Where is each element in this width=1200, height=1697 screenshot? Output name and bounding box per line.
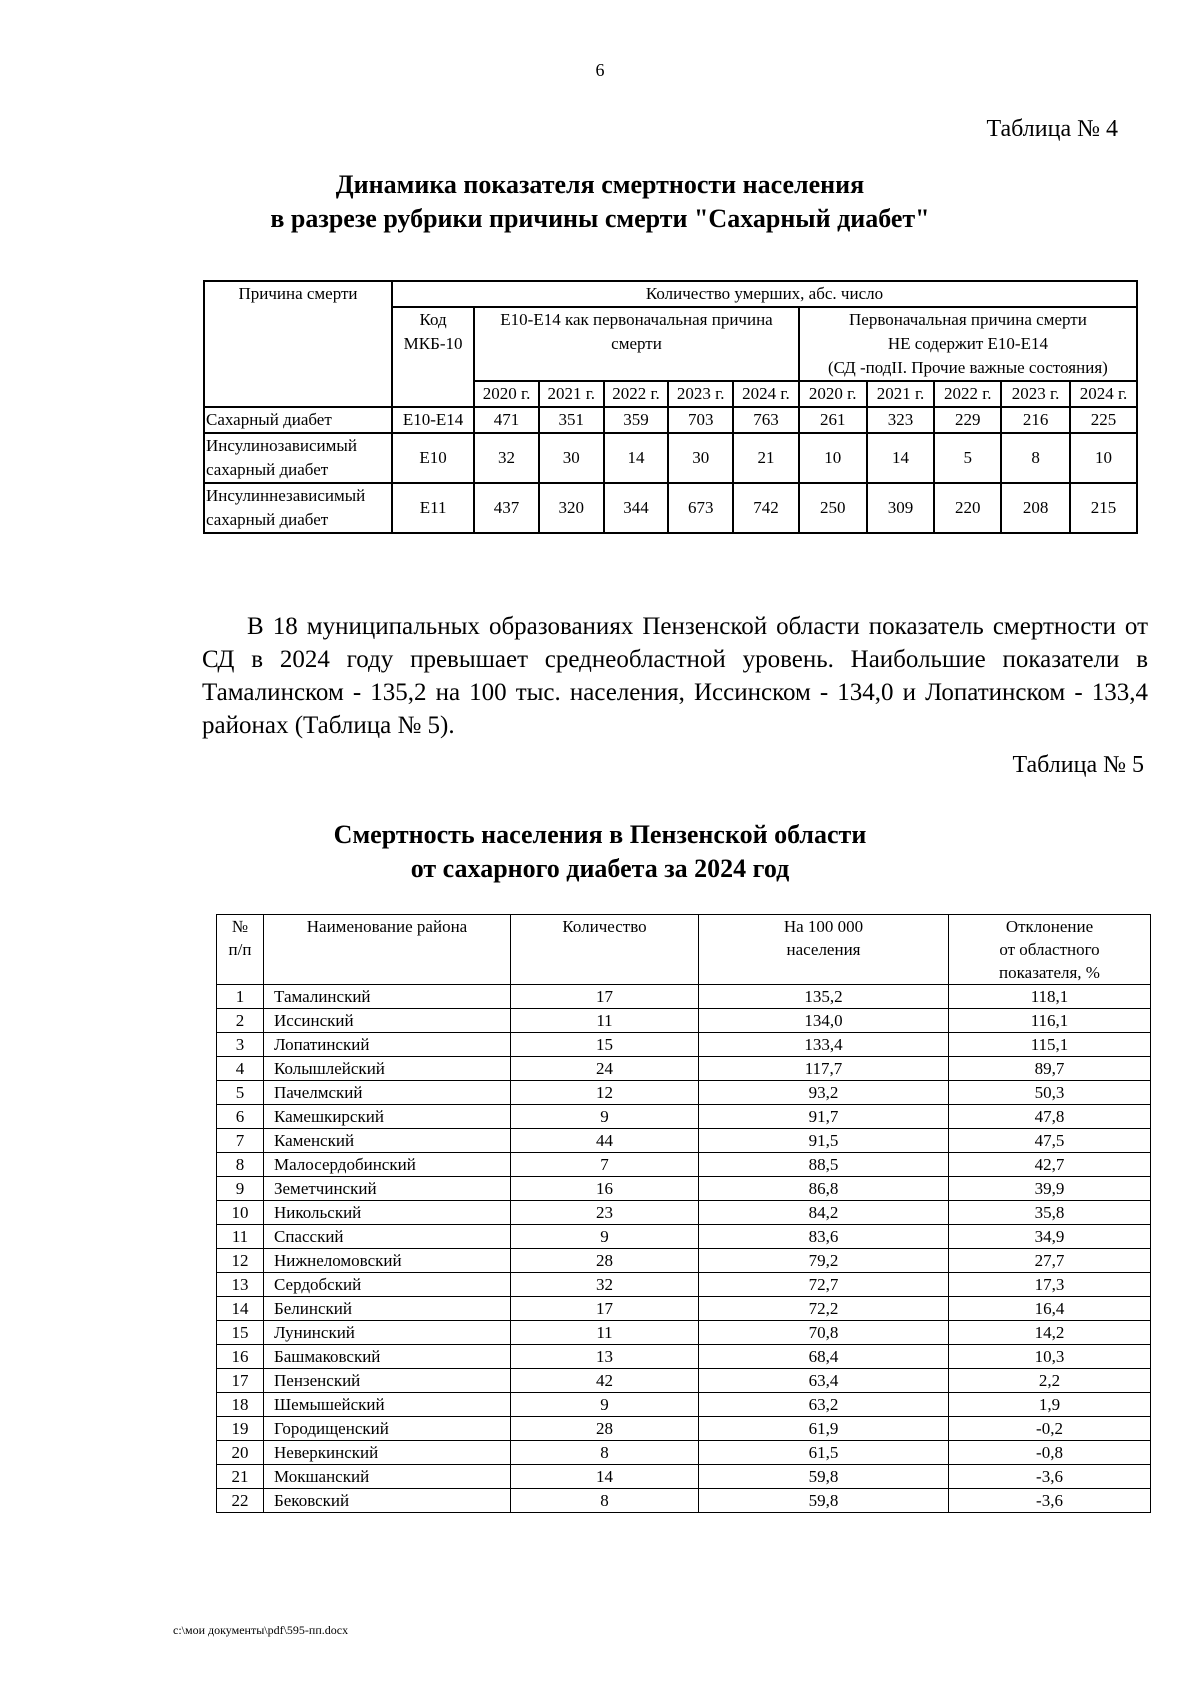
primary-value-cell: 351 bbox=[539, 407, 604, 433]
district-name-cell: Спасский bbox=[264, 1225, 511, 1249]
deviation-cell: 16,4 bbox=[949, 1297, 1151, 1321]
row-number-cell: 2 bbox=[217, 1009, 264, 1033]
table5-title-line2: от сахарного диабета за 2024 год bbox=[410, 854, 790, 883]
rate-cell: 88,5 bbox=[699, 1153, 949, 1177]
rate-cell: 68,4 bbox=[699, 1345, 949, 1369]
table4-row bbox=[204, 407, 1137, 433]
other-value-cell: 8 bbox=[1001, 433, 1070, 483]
quantity-cell: 32 bbox=[511, 1273, 699, 1297]
other-value-cell: 261 bbox=[799, 407, 867, 433]
primary-value-cell: 359 bbox=[604, 407, 669, 433]
district-name-cell: Городищенский bbox=[264, 1417, 511, 1441]
table5-row bbox=[217, 985, 1151, 1009]
row-number-cell: 12 bbox=[217, 1249, 264, 1273]
quantity-cell: 8 bbox=[511, 1441, 699, 1465]
district-name-cell: Иссинский bbox=[264, 1009, 511, 1033]
year-cell: 2020 г. bbox=[474, 381, 539, 407]
other-value-cell: 225 bbox=[1070, 407, 1137, 433]
cause-name-cell: Инсулиннезависимый сахарный диабет bbox=[204, 483, 392, 533]
row-number-cell: 9 bbox=[217, 1177, 264, 1201]
other-value-cell: 229 bbox=[934, 407, 1001, 433]
row-number-cell: 5 bbox=[217, 1081, 264, 1105]
rate-cell: 135,2 bbox=[699, 985, 949, 1009]
quantity-cell: 8 bbox=[511, 1489, 699, 1513]
quantity-cell: 14 bbox=[511, 1465, 699, 1489]
quantity-cell: 9 bbox=[511, 1393, 699, 1417]
header-rate: На 100 000 населения bbox=[699, 915, 949, 985]
other-value-cell: 10 bbox=[799, 433, 867, 483]
table5-row bbox=[217, 1297, 1151, 1321]
year-cell: 2022 г. bbox=[934, 381, 1001, 407]
district-name-cell: Сердобский bbox=[264, 1273, 511, 1297]
primary-value-cell: 344 bbox=[604, 483, 669, 533]
rate-cell: 91,5 bbox=[699, 1129, 949, 1153]
deviation-cell: 39,9 bbox=[949, 1177, 1151, 1201]
district-name-cell: Камешкирский bbox=[264, 1105, 511, 1129]
quantity-cell: 7 bbox=[511, 1153, 699, 1177]
rate-cell: 83,6 bbox=[699, 1225, 949, 1249]
table5-row bbox=[217, 1009, 1151, 1033]
row-number-cell: 21 bbox=[217, 1465, 264, 1489]
row-number-cell: 16 bbox=[217, 1345, 264, 1369]
other-value-cell: 5 bbox=[934, 433, 1001, 483]
table5-row bbox=[217, 1153, 1151, 1177]
deviation-cell: 14,2 bbox=[949, 1321, 1151, 1345]
table5-title-line1: Смертность населения в Пензенской области bbox=[333, 820, 867, 849]
rate-cell: 61,5 bbox=[699, 1441, 949, 1465]
row-number-cell: 4 bbox=[217, 1057, 264, 1081]
table5-row bbox=[217, 1345, 1151, 1369]
table5-label: Таблица № 5 bbox=[1012, 752, 1144, 778]
deviation-cell: -0,8 bbox=[949, 1441, 1151, 1465]
table5-row bbox=[217, 1249, 1151, 1273]
primary-value-cell: 703 bbox=[668, 407, 733, 433]
quantity-cell: 9 bbox=[511, 1105, 699, 1129]
other-value-cell: 250 bbox=[799, 483, 867, 533]
year-cell: 2022 г. bbox=[604, 381, 669, 407]
district-name-cell: Никольский bbox=[264, 1201, 511, 1225]
quantity-cell: 23 bbox=[511, 1201, 699, 1225]
table4 bbox=[203, 280, 1138, 534]
row-number-cell: 7 bbox=[217, 1129, 264, 1153]
rate-cell: 93,2 bbox=[699, 1081, 949, 1105]
table4-row bbox=[204, 483, 1137, 533]
district-name-cell: Нижнеломовский bbox=[264, 1249, 511, 1273]
deviation-cell: 116,1 bbox=[949, 1009, 1151, 1033]
table5-row bbox=[217, 1273, 1151, 1297]
primary-value-cell: 471 bbox=[474, 407, 539, 433]
quantity-cell: 28 bbox=[511, 1249, 699, 1273]
icd-code-cell: Е10 bbox=[392, 433, 474, 483]
primary-value-cell: 320 bbox=[539, 483, 604, 533]
rate-cell: 134,0 bbox=[699, 1009, 949, 1033]
district-name-cell: Пачелмский bbox=[264, 1081, 511, 1105]
quantity-cell: 16 bbox=[511, 1177, 699, 1201]
deviation-cell: 47,5 bbox=[949, 1129, 1151, 1153]
other-value-cell: 10 bbox=[1070, 433, 1137, 483]
district-name-cell: Тамалинский bbox=[264, 985, 511, 1009]
deviation-cell: -0,2 bbox=[949, 1417, 1151, 1441]
header-primary: Е10-Е14 как первоначальная причина смерти bbox=[474, 307, 799, 381]
rate-cell: 117,7 bbox=[699, 1057, 949, 1081]
deviation-cell: 118,1 bbox=[949, 985, 1151, 1009]
table5-row bbox=[217, 1177, 1151, 1201]
rate-cell: 70,8 bbox=[699, 1321, 949, 1345]
year-cell: 2020 г. bbox=[799, 381, 867, 407]
district-name-cell: Неверкинский bbox=[264, 1441, 511, 1465]
header-code: Код МКБ-10 bbox=[392, 307, 474, 407]
row-number-cell: 13 bbox=[217, 1273, 264, 1297]
year-cell: 2021 г. bbox=[867, 381, 935, 407]
district-name-cell: Мокшанский bbox=[264, 1465, 511, 1489]
deviation-cell: -3,6 bbox=[949, 1489, 1151, 1513]
district-name-cell: Белинский bbox=[264, 1297, 511, 1321]
table5-row bbox=[217, 1129, 1151, 1153]
row-number-cell: 18 bbox=[217, 1393, 264, 1417]
rate-cell: 59,8 bbox=[699, 1489, 949, 1513]
table4-label: Таблица № 4 bbox=[986, 116, 1118, 142]
table5 bbox=[216, 914, 1151, 1513]
table4-title bbox=[0, 168, 1200, 236]
table5-row bbox=[217, 1081, 1151, 1105]
deviation-cell: 1,9 bbox=[949, 1393, 1151, 1417]
row-number-cell: 10 bbox=[217, 1201, 264, 1225]
deviation-cell: -3,6 bbox=[949, 1465, 1151, 1489]
district-name-cell: Каменский bbox=[264, 1129, 511, 1153]
deviation-cell: 34,9 bbox=[949, 1225, 1151, 1249]
other-value-cell: 208 bbox=[1001, 483, 1070, 533]
quantity-cell: 28 bbox=[511, 1417, 699, 1441]
table5-row bbox=[217, 1201, 1151, 1225]
district-name-cell: Бековский bbox=[264, 1489, 511, 1513]
row-number-cell: 19 bbox=[217, 1417, 264, 1441]
rate-cell: 63,4 bbox=[699, 1369, 949, 1393]
row-number-cell: 3 bbox=[217, 1033, 264, 1057]
icd-code-cell: Е11 bbox=[392, 483, 474, 533]
table5-row bbox=[217, 1417, 1151, 1441]
row-number-cell: 11 bbox=[217, 1225, 264, 1249]
row-number-cell: 17 bbox=[217, 1369, 264, 1393]
quantity-cell: 17 bbox=[511, 985, 699, 1009]
header-count: Количество умерших, абс. число bbox=[392, 281, 1137, 307]
deviation-cell: 27,7 bbox=[949, 1249, 1151, 1273]
table5-row bbox=[217, 1033, 1151, 1057]
district-name-cell: Земетчинский bbox=[264, 1177, 511, 1201]
table5-row bbox=[217, 1225, 1151, 1249]
deviation-cell: 47,8 bbox=[949, 1105, 1151, 1129]
rate-cell: 61,9 bbox=[699, 1417, 949, 1441]
header-deviation: Отклонение от областного показателя, % bbox=[949, 915, 1151, 985]
table5-row bbox=[217, 1489, 1151, 1513]
primary-value-cell: 21 bbox=[733, 433, 799, 483]
quantity-cell: 44 bbox=[511, 1129, 699, 1153]
quantity-cell: 9 bbox=[511, 1225, 699, 1249]
rate-cell: 59,8 bbox=[699, 1465, 949, 1489]
rate-cell: 84,2 bbox=[699, 1201, 949, 1225]
deviation-cell: 115,1 bbox=[949, 1033, 1151, 1057]
district-name-cell: Шемышейский bbox=[264, 1393, 511, 1417]
rate-cell: 91,7 bbox=[699, 1105, 949, 1129]
table5-title bbox=[0, 818, 1200, 886]
table5-row bbox=[217, 1369, 1151, 1393]
district-name-cell: Колышлейский bbox=[264, 1057, 511, 1081]
header-cause: Причина смерти bbox=[204, 281, 392, 407]
rate-cell: 72,2 bbox=[699, 1297, 949, 1321]
primary-value-cell: 763 bbox=[733, 407, 799, 433]
cause-name-cell: Инсулинозависимый сахарный диабет bbox=[204, 433, 392, 483]
district-name-cell: Лунинский bbox=[264, 1321, 511, 1345]
table4-row bbox=[204, 433, 1137, 483]
other-value-cell: 216 bbox=[1001, 407, 1070, 433]
deviation-cell: 42,7 bbox=[949, 1153, 1151, 1177]
page-number: 6 bbox=[595, 60, 605, 80]
quantity-cell: 11 bbox=[511, 1009, 699, 1033]
quantity-cell: 24 bbox=[511, 1057, 699, 1081]
paragraph-text: В 18 муниципальных образованиях Пензенской области показатель смертности от СД в 2024 году превышает среднеобластной уровень. Наибольшие показатели в Тамалинском - 135,2 на 100 тыс. населения, Иссинском - 134,0 и Лопатинском - 133,4 районах (Таблица № 5). bbox=[202, 613, 1148, 739]
table5-row bbox=[217, 1441, 1151, 1465]
primary-value-cell: 14 bbox=[604, 433, 669, 483]
row-number-cell: 22 bbox=[217, 1489, 264, 1513]
other-value-cell: 323 bbox=[867, 407, 935, 433]
year-cell: 2024 г. bbox=[1070, 381, 1137, 407]
row-number-cell: 1 bbox=[217, 985, 264, 1009]
other-value-cell: 215 bbox=[1070, 483, 1137, 533]
table5-row bbox=[217, 1465, 1151, 1489]
table4-title-line2: в разрезе рубрики причины смерти "Сахарный диабет" bbox=[270, 204, 930, 233]
other-value-cell: 309 bbox=[867, 483, 935, 533]
district-name-cell: Пензенский bbox=[264, 1369, 511, 1393]
primary-value-cell: 673 bbox=[668, 483, 733, 533]
row-number-cell: 8 bbox=[217, 1153, 264, 1177]
other-value-cell: 220 bbox=[934, 483, 1001, 533]
year-cell: 2023 г. bbox=[668, 381, 733, 407]
quantity-cell: 13 bbox=[511, 1345, 699, 1369]
year-cell: 2024 г. bbox=[733, 381, 799, 407]
rate-cell: 72,7 bbox=[699, 1273, 949, 1297]
district-name-cell: Башмаковский bbox=[264, 1345, 511, 1369]
year-cell: 2021 г. bbox=[539, 381, 604, 407]
rate-cell: 79,2 bbox=[699, 1249, 949, 1273]
row-number-cell: 6 bbox=[217, 1105, 264, 1129]
quantity-cell: 11 bbox=[511, 1321, 699, 1345]
year-cell: 2023 г. bbox=[1001, 381, 1070, 407]
quantity-cell: 15 bbox=[511, 1033, 699, 1057]
table5-row bbox=[217, 1393, 1151, 1417]
quantity-cell: 17 bbox=[511, 1297, 699, 1321]
deviation-cell: 35,8 bbox=[949, 1201, 1151, 1225]
primary-value-cell: 30 bbox=[539, 433, 604, 483]
deviation-cell: 2,2 bbox=[949, 1369, 1151, 1393]
district-name-cell: Лопатинский bbox=[264, 1033, 511, 1057]
quantity-cell: 42 bbox=[511, 1369, 699, 1393]
row-number-cell: 15 bbox=[217, 1321, 264, 1345]
primary-value-cell: 742 bbox=[733, 483, 799, 533]
body-paragraph bbox=[202, 610, 1148, 742]
deviation-cell: 89,7 bbox=[949, 1057, 1151, 1081]
deviation-cell: 50,3 bbox=[949, 1081, 1151, 1105]
table5-row bbox=[217, 1057, 1151, 1081]
deviation-cell: 17,3 bbox=[949, 1273, 1151, 1297]
other-value-cell: 14 bbox=[867, 433, 935, 483]
row-number-cell: 20 bbox=[217, 1441, 264, 1465]
table5-row bbox=[217, 1105, 1151, 1129]
quantity-cell: 12 bbox=[511, 1081, 699, 1105]
primary-value-cell: 32 bbox=[474, 433, 539, 483]
table5-row bbox=[217, 1321, 1151, 1345]
rate-cell: 63,2 bbox=[699, 1393, 949, 1417]
district-name-cell: Малосердобинский bbox=[264, 1153, 511, 1177]
cause-name-cell: Сахарный диабет bbox=[204, 407, 392, 433]
primary-value-cell: 437 bbox=[474, 483, 539, 533]
table5-header-row bbox=[217, 915, 1151, 985]
table4-title-line1: Динамика показателя смертности населения bbox=[335, 170, 865, 199]
header-other: Первоначальная причина смерти НЕ содержит Е10-Е14 (СД -подII. Прочие важные состояния) bbox=[799, 307, 1137, 381]
header-quantity: Количество bbox=[511, 915, 699, 985]
icd-code-cell: Е10-Е14 bbox=[392, 407, 474, 433]
header-num: № п/п bbox=[217, 915, 264, 985]
file-path-footer: c:\мои документы\pdf\595-пп.docx bbox=[173, 1623, 349, 1637]
row-number-cell: 14 bbox=[217, 1297, 264, 1321]
header-district: Наименование района bbox=[264, 915, 511, 985]
rate-cell: 86,8 bbox=[699, 1177, 949, 1201]
rate-cell: 133,4 bbox=[699, 1033, 949, 1057]
primary-value-cell: 30 bbox=[668, 433, 733, 483]
deviation-cell: 10,3 bbox=[949, 1345, 1151, 1369]
